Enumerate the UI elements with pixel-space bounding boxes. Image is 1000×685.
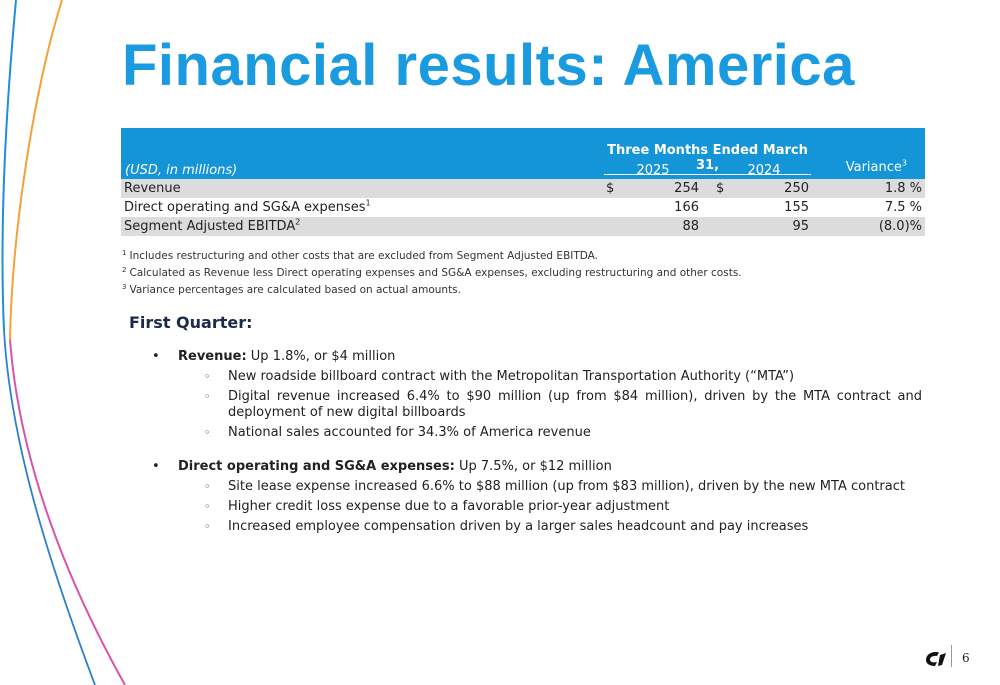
value-2025: 254 [674, 181, 699, 196]
bullet-icon: • [152, 459, 160, 474]
footnote-number: 2 [122, 265, 127, 274]
footnotes [122, 250, 742, 301]
sub-bullet-item [152, 479, 922, 495]
sub-bullet-icon: ◦ [204, 500, 211, 513]
variance-value: 7.5 % [884, 200, 922, 215]
footnote [122, 267, 742, 279]
sub-bullet-icon: ◦ [204, 390, 211, 403]
sub-bullet-item [152, 369, 922, 385]
financial-table [121, 128, 925, 236]
row-label: Segment Adjusted EBITDA$^2$ [124, 217, 301, 234]
sub-bullet-text: Increased employee compensation driven by a larger sales headcount and pay increases [228, 519, 809, 534]
sub-bullet-item [152, 499, 922, 515]
sub-bullet-icon: ◦ [204, 480, 211, 493]
page-divider [951, 645, 952, 667]
footnote-text: Calculated as Revenue less Direct operating expenses and SG&A expenses, excluding restructuring and other costs. [129, 267, 742, 279]
footnote-ref: 2 [295, 217, 301, 227]
table-header [121, 128, 925, 179]
table-row [121, 179, 925, 198]
col-header-2024: 2024 [747, 163, 781, 178]
bullet-heading: Direct operating and SG&A expenses: [178, 459, 455, 474]
unit-label: (USD, in millions) [125, 163, 238, 178]
sub-bullet-item [152, 519, 922, 535]
sub-bullet-text: Digital revenue increased 6.4% to $90 million (up from $84 million), driven by the MTA contract and deployment of new digital billboards [228, 389, 922, 420]
col-header-2025: 2025 [636, 163, 670, 178]
bullet-item [152, 349, 922, 365]
footnote-number: 1 [122, 248, 127, 257]
currency-symbol: $ [716, 181, 725, 196]
sub-bullet-item [152, 425, 922, 441]
section-title: First Quarter: [129, 313, 253, 332]
value-2024: 250 [784, 181, 809, 196]
page-number: 6 [962, 651, 970, 665]
row-label: Revenue [124, 181, 181, 196]
bullet-text: Up 7.5%, or $12 million [454, 459, 612, 474]
bullet-icon: • [152, 349, 160, 364]
decorative-curves [0, 0, 130, 685]
sub-bullet-icon: ◦ [204, 426, 211, 439]
table-row [121, 198, 925, 217]
spacer [152, 441, 922, 459]
sub-bullet-item [152, 389, 922, 421]
value-2025: 88 [682, 219, 699, 234]
period-group-header: Three Months Ended March 31, [604, 143, 811, 175]
table-row [121, 217, 925, 236]
bullet-text: Up 1.8%, or $4 million [246, 349, 396, 364]
col-header-variance: Variance$^3$ [845, 158, 907, 175]
footnote-ref: 1 [365, 198, 371, 208]
company-logo-icon [925, 651, 947, 667]
footnote-text: Includes restructuring and other costs that are excluded from Segment Adjusted EBITDA. [129, 250, 599, 262]
sub-bullet-text: New roadside billboard contract with the Metropolitan Transportation Authority (“MTA”) [228, 369, 795, 384]
sub-bullet-text: Higher credit loss expense due to a favorable prior-year adjustment [228, 499, 670, 514]
footnote-text: Variance percentages are calculated based on actual amounts. [129, 284, 461, 296]
footnote [122, 284, 742, 296]
footnote [122, 250, 742, 262]
sub-bullet-text: National sales accounted for 34.3% of America revenue [228, 425, 591, 440]
page-title: Financial results: America [122, 33, 855, 98]
value-2024: 155 [784, 200, 809, 215]
sub-bullet-icon: ◦ [204, 370, 211, 383]
currency-symbol: $ [606, 181, 615, 196]
sub-bullet-icon: ◦ [204, 520, 211, 533]
bullet-list [152, 349, 922, 535]
value-2025: 166 [674, 200, 699, 215]
variance-value: (8.0)% [878, 219, 922, 234]
table-body [121, 179, 925, 236]
bullet-heading: Revenue: [178, 349, 247, 364]
variance-value: 1.8 % [884, 181, 922, 196]
value-2024: 95 [792, 219, 809, 234]
sub-bullet-text: Site lease expense increased 6.6% to $88 million (up from $83 million), driven by the new MTA contract [228, 479, 905, 494]
footnote-number: 3 [122, 282, 127, 291]
row-label: Direct operating and SG&A expenses$^1$ [124, 198, 371, 215]
bullet-item [152, 459, 922, 475]
